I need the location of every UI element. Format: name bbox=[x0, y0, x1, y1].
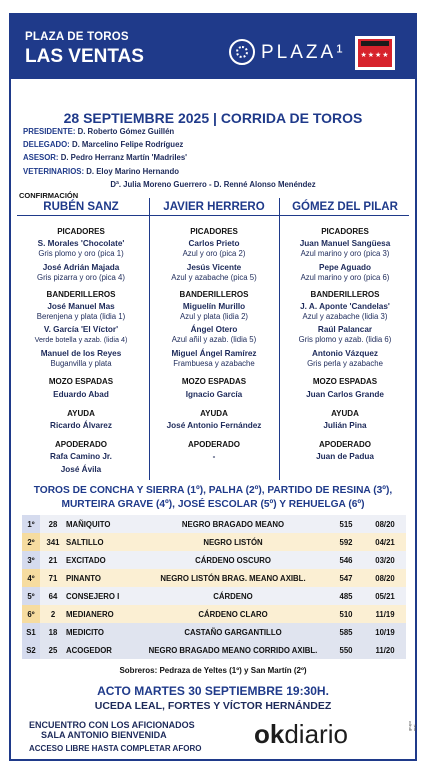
picador-name: Carlos Prieto bbox=[188, 239, 240, 248]
official-label: PRESIDENTE: bbox=[23, 127, 76, 136]
acto-participants: UCEDA LEAL, FORTES Y VÍCTOR HERNÁNDEZ bbox=[94, 700, 332, 712]
bull-coat: CASTAÑO GARGANTILLO bbox=[184, 627, 282, 637]
banderillero-detail: Verde botella y azab. (lidia 4) bbox=[34, 335, 128, 344]
bull-name: PINANTO bbox=[66, 573, 101, 583]
bull-number: 71 bbox=[48, 573, 58, 583]
official-veterinarios-2: Dª. Julia Moreno Guerrero - D. Renné Alonso Menéndez bbox=[110, 180, 316, 189]
official-value: D. Roberto Gómez Guillén bbox=[77, 127, 175, 136]
header-band bbox=[11, 15, 415, 79]
bull-order: 5º bbox=[22, 587, 40, 605]
bull-coat: CÁRDENO CLARO bbox=[198, 609, 268, 619]
banderillero-detail: Gris plomo y azab. (lidia 6) bbox=[298, 335, 392, 344]
bull-birthdate: 05/21 bbox=[375, 591, 395, 601]
okdiario-logo bbox=[254, 719, 348, 750]
bull-number: 18 bbox=[48, 627, 58, 637]
apoderado-name: José Ávila bbox=[60, 465, 102, 474]
bull-order: S2 bbox=[22, 641, 40, 659]
bull-name: SALTILLO bbox=[66, 537, 104, 547]
official-label: VETERINARIOS: bbox=[23, 167, 85, 176]
toros-line-1: TOROS DE CONCHA Y SIERRA (1º), PALHA (2º), PARTIDO DE RESINA (3º), bbox=[33, 485, 393, 496]
ayuda-name: José Antonio Fernández bbox=[166, 421, 262, 430]
bull-birthdate: 03/20 bbox=[375, 555, 395, 565]
bull-number: 28 bbox=[48, 519, 58, 529]
bull-name: CONSEJERO I bbox=[66, 591, 120, 601]
ayuda-heading: AYUDA bbox=[200, 409, 228, 418]
official-delegado bbox=[23, 140, 183, 149]
bull-name: EXCITADO bbox=[66, 555, 106, 565]
bull-order: 2º bbox=[22, 533, 40, 551]
bull-birthdate: 08/20 bbox=[375, 573, 395, 583]
event-title: 28 SEPTIEMBRE 2025 | CORRIDA DE TOROS bbox=[63, 110, 363, 126]
banderillero-detail: Berenjena y plata (lidia 1) bbox=[36, 312, 126, 321]
official-value: D. Eloy Marino Hernando bbox=[86, 167, 179, 176]
bull-weight: 510 bbox=[339, 609, 353, 619]
banderillero-name: Raúl Palancar bbox=[317, 325, 373, 334]
mozo-name: Juan Carlos Grande bbox=[306, 390, 384, 399]
banderillero-detail: Frambuesa y azabache bbox=[173, 359, 255, 368]
comunidad-madrid-logo bbox=[355, 36, 395, 70]
ayuda-heading: AYUDA bbox=[67, 409, 95, 418]
official-asesor bbox=[23, 153, 187, 162]
bull-coat: NEGRO LISTÓN BRAG. MEANO AXIBL. bbox=[160, 573, 306, 583]
banderillero-name: V. García 'El Víctor' bbox=[43, 325, 119, 334]
mozo-heading: MOZO ESPADAS bbox=[48, 377, 114, 386]
apoderado-name: Juan de Padua bbox=[316, 452, 374, 461]
bull-weight: 547 bbox=[339, 573, 353, 583]
bull-weight: 515 bbox=[339, 519, 353, 529]
official-label: ASESOR: bbox=[23, 153, 59, 162]
bull-order: 4º bbox=[22, 569, 40, 587]
program-card bbox=[9, 13, 417, 761]
picador-detail: Gris pizarra y oro (pica 4) bbox=[37, 273, 125, 282]
column-divider bbox=[279, 198, 280, 480]
bull-number: 341 bbox=[46, 537, 60, 547]
encuentro-line-1: ENCUENTRO CON LOS AFICIONADOS bbox=[29, 720, 195, 730]
official-value: D. Marcelino Felipe Rodríguez bbox=[71, 140, 184, 149]
bull-coat: NEGRO BRAGADO MEANO CORRIDO AXIBL. bbox=[148, 645, 318, 655]
picadores-heading: PICADORES bbox=[190, 227, 238, 236]
mozo-name: Ignacio García bbox=[185, 390, 243, 399]
banderilleros-heading: BANDERILLEROS bbox=[46, 290, 116, 299]
bull-number: 25 bbox=[48, 645, 58, 655]
toros-line-2: MURTEIRA GRAVE (4º), JOSÉ ESCOLAR (5º) Y REHUELGA (6º) bbox=[61, 499, 365, 510]
ayuda-name: Julián Pina bbox=[323, 421, 367, 430]
madrid-logo-bar bbox=[361, 41, 389, 46]
torero-name: RUBÉN SANZ bbox=[43, 201, 119, 213]
banderilleros-heading: BANDERILLEROS bbox=[179, 290, 249, 299]
bull-order: 3º bbox=[22, 551, 40, 569]
picador-detail: Azul marino y oro (pica 6) bbox=[300, 273, 390, 282]
picadores-heading: PICADORES bbox=[321, 227, 369, 236]
banderillero-name: Manuel de los Reyes bbox=[40, 349, 122, 358]
bull-birthdate: 11/20 bbox=[375, 645, 395, 655]
official-veterinarios bbox=[23, 167, 179, 176]
picador-detail: Azul y azabache (pica 5) bbox=[171, 273, 257, 282]
header-line2: LAS VENTAS bbox=[25, 46, 144, 67]
okdiario-ok: ok bbox=[254, 719, 285, 749]
bull-coat: NEGRO BRAGADO MEANO bbox=[181, 519, 285, 529]
sobreros-note: Sobreros: Pedraza de Yeltes (1º) y San Martín (2º) bbox=[119, 666, 307, 675]
bull-birthdate: 08/20 bbox=[375, 519, 395, 529]
bull-birthdate: 10/19 bbox=[375, 627, 395, 637]
bulls-table bbox=[22, 515, 406, 659]
banderillero-detail: Gris perla y azabache bbox=[307, 359, 383, 368]
plaza-logo-icon bbox=[229, 39, 255, 65]
bull-row bbox=[22, 533, 406, 551]
apoderado-heading: APODERADO bbox=[318, 440, 371, 449]
bull-row bbox=[22, 569, 406, 587]
official-presidente bbox=[23, 127, 174, 136]
bull-order: 6º bbox=[22, 605, 40, 623]
acto-title: ACTO MARTES 30 SEPTIEMBRE 19:30H. bbox=[97, 684, 329, 698]
bull-coat: CÁRDENO bbox=[213, 591, 253, 601]
bull-row bbox=[22, 623, 406, 641]
mozo-name: Eduardo Abad bbox=[53, 390, 109, 399]
apoderado-heading: APODERADO bbox=[54, 440, 107, 449]
encuentro-line-3: ACCESO LIBRE HASTA COMPLETAR AFORO bbox=[29, 744, 202, 753]
bull-weight: 546 bbox=[339, 555, 353, 565]
banderillero-name: J. A. Aponte 'Candelas' bbox=[300, 302, 390, 311]
picador-name: S. Morales 'Chocolate' bbox=[37, 239, 125, 248]
banderillero-name: José Manuel Mas bbox=[47, 302, 115, 311]
banderillero-name: Ángel Otero bbox=[190, 325, 238, 334]
ayuda-name: Ricardo Álvarez bbox=[50, 421, 112, 430]
credit-text: grupo mai bbox=[407, 720, 418, 732]
banderilleros-heading: BANDERILLEROS bbox=[310, 290, 380, 299]
picador-name: Pepe Aguado bbox=[318, 263, 371, 272]
picador-detail: Gris plomo y oro (pica 1) bbox=[38, 249, 124, 258]
apoderado-name: - bbox=[212, 452, 216, 461]
bull-weight: 550 bbox=[339, 645, 353, 655]
official-value: D. Pedro Herranz Martín 'Madriles' bbox=[60, 153, 188, 162]
bull-coat: NEGRO LISTÓN bbox=[203, 537, 263, 547]
banderillero-detail: Azul añil y azab. (lidia 5) bbox=[171, 335, 257, 344]
bull-order: 1º bbox=[22, 515, 40, 533]
bull-weight: 485 bbox=[339, 591, 353, 601]
bull-coat: CÁRDENO OSCURO bbox=[195, 555, 271, 565]
bull-order: S1 bbox=[22, 623, 40, 641]
picador-detail: Azul y oro (pica 2) bbox=[182, 249, 246, 258]
bull-name: ACOGEDOR bbox=[66, 645, 112, 655]
bull-number: 21 bbox=[48, 555, 58, 565]
banderillero-name: Miguelín Murillo bbox=[182, 302, 246, 311]
picador-name: Jesús Vicente bbox=[186, 263, 242, 272]
bull-row bbox=[22, 587, 406, 605]
confirmacion-label: CONFIRMACIÓN bbox=[19, 191, 79, 200]
picador-detail: Azul marino y oro (pica 3) bbox=[300, 249, 390, 258]
mozo-heading: MOZO ESPADAS bbox=[312, 377, 378, 386]
bull-row bbox=[22, 641, 406, 659]
official-label: DELEGADO: bbox=[23, 140, 70, 149]
banderillero-name: Miguel Ángel Ramírez bbox=[171, 349, 257, 358]
bull-row bbox=[22, 551, 406, 569]
banderillero-name: Antonio Vázquez bbox=[312, 349, 378, 358]
madrid-stars-icon: ★★★★ bbox=[360, 52, 390, 59]
ayuda-heading: AYUDA bbox=[331, 409, 359, 418]
banderillero-detail: Buganvilla y plata bbox=[50, 359, 112, 368]
torero-name: GÓMEZ DEL PILAR bbox=[292, 201, 398, 213]
bull-row bbox=[22, 515, 406, 533]
okdiario-diario: diario bbox=[284, 719, 348, 749]
bull-weight: 585 bbox=[339, 627, 353, 637]
plaza-brand: PLAZA¹ bbox=[261, 42, 346, 63]
bull-number: 64 bbox=[48, 591, 58, 601]
apoderado-heading: APODERADO bbox=[187, 440, 240, 449]
header-line1: PLAZA DE TOROS bbox=[25, 31, 129, 43]
picador-name: José Adrián Majada bbox=[42, 263, 120, 272]
banderillero-detail: Azul y azabache (lidia 3) bbox=[302, 312, 388, 321]
bull-name: MEDIANERO bbox=[66, 609, 114, 619]
encuentro-line-2: SALA ANTONIO BIENVENIDA bbox=[41, 730, 167, 740]
bull-name: MAÑIQUITO bbox=[66, 519, 111, 529]
bull-number: 2 bbox=[50, 609, 56, 619]
mozo-heading: MOZO ESPADAS bbox=[181, 377, 247, 386]
bull-birthdate: 04/21 bbox=[375, 537, 395, 547]
picador-name: Juan Manuel Sangüesa bbox=[299, 239, 391, 248]
torero-name: JAVIER HERRERO bbox=[163, 201, 265, 213]
apoderado-name: Rafa Camino Jr. bbox=[50, 452, 112, 461]
bull-birthdate: 11/19 bbox=[375, 609, 395, 619]
bull-name: MEDICITO bbox=[66, 627, 104, 637]
bull-row bbox=[22, 605, 406, 623]
picadores-heading: PICADORES bbox=[57, 227, 105, 236]
bull-weight: 592 bbox=[339, 537, 353, 547]
column-header-rule bbox=[17, 215, 409, 216]
banderillero-detail: Azul y plata (lidia 2) bbox=[179, 312, 249, 321]
